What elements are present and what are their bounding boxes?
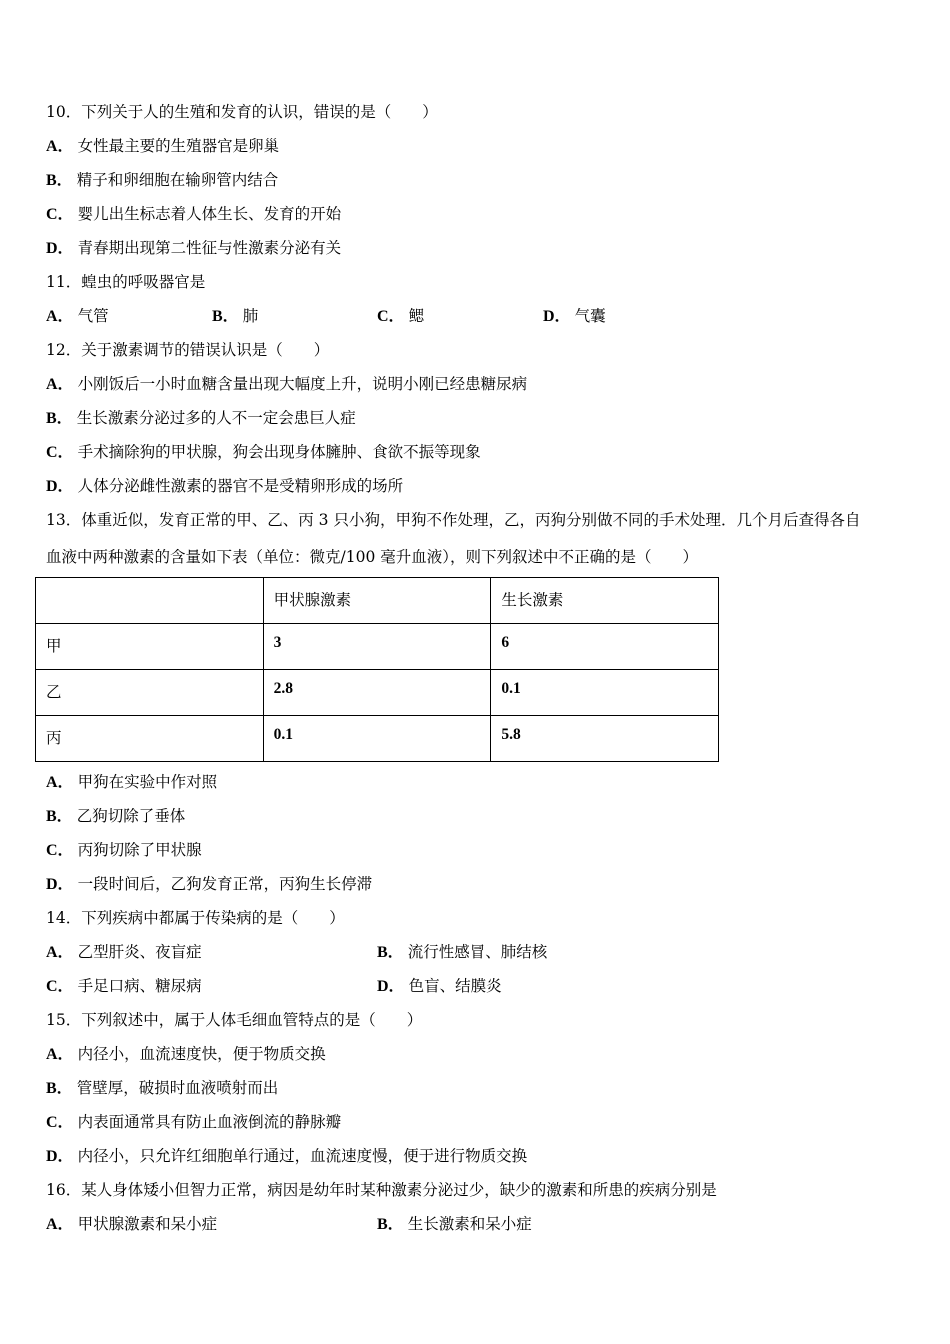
- question-14-options-row-1: [0, 942, 950, 962]
- question-12-option-a[interactable]: [46, 374, 527, 395]
- option-letter: D．: [543, 308, 571, 325]
- hormone-table: [35, 577, 719, 762]
- option-letter: C．: [46, 978, 74, 995]
- option-text: 生长激素和呆小症: [407, 1215, 532, 1233]
- question-14-option-d[interactable]: [377, 976, 502, 997]
- question-15-stem: 15．下列叙述中，属于人体毛细血管特点的是（ ）: [46, 1011, 423, 1029]
- question-16-option-a[interactable]: [46, 1214, 217, 1235]
- option-text: 甲状腺激素和呆小症: [77, 1215, 218, 1233]
- option-letter: B．: [46, 808, 73, 825]
- option-letter: B．: [212, 308, 239, 325]
- table-header-cell: 甲状腺激素: [263, 578, 491, 624]
- table-cell: 乙: [36, 670, 264, 716]
- question-15-option-d[interactable]: [46, 1146, 527, 1167]
- option-text: 婴儿出生标志着人体生长、发育的开始: [77, 205, 342, 223]
- table-cell: 6: [491, 624, 719, 670]
- question-10-stem: 10．下列关于人的生殖和发育的认识，错误的是（ ）: [46, 103, 438, 121]
- option-text: 丙狗切除了甲状腺: [77, 841, 202, 859]
- table-cell: 0.1: [263, 716, 491, 762]
- question-10-option-d[interactable]: [46, 238, 341, 259]
- option-text: 乙狗切除了垂体: [76, 807, 186, 825]
- table-cell: 甲: [36, 624, 264, 670]
- option-letter: A．: [46, 308, 74, 325]
- question-11-option-a[interactable]: [46, 306, 109, 327]
- option-letter: C．: [46, 842, 74, 859]
- question-13-option-a[interactable]: [46, 772, 217, 793]
- option-letter: D．: [46, 876, 74, 893]
- option-text: 人体分泌雌性激素的器官不是受精卵形成的场所: [77, 477, 404, 495]
- question-14-options-row-2: [0, 976, 950, 996]
- question-14-option-b[interactable]: [377, 942, 547, 963]
- question-12-stem: 12．关于激素调节的错误认识是（ ）: [46, 341, 330, 359]
- question-11-stem: 11．蝗虫的呼吸器官是: [46, 273, 206, 291]
- table-row: [36, 716, 719, 762]
- option-text: 内径小，血流速度快，便于物质交换: [77, 1045, 326, 1063]
- table-cell: 3: [263, 624, 491, 670]
- question-12-option-b[interactable]: [46, 408, 356, 429]
- question-10-option-b[interactable]: [46, 170, 278, 191]
- question-11-option-b[interactable]: [212, 306, 258, 327]
- option-text: 色盲、结膜炎: [408, 977, 502, 995]
- option-letter: B．: [377, 1216, 404, 1233]
- option-text: 生长激素分泌过多的人不一定会患巨人症: [76, 409, 356, 427]
- question-12-option-c[interactable]: [46, 442, 481, 463]
- option-letter: B．: [46, 410, 73, 427]
- question-15-option-a[interactable]: [46, 1044, 326, 1065]
- question-15-option-b[interactable]: [46, 1078, 278, 1099]
- question-13-option-c[interactable]: [46, 840, 202, 861]
- question-11-option-d[interactable]: [543, 306, 606, 327]
- option-text: 甲狗在实验中作对照: [77, 773, 218, 791]
- question-14-option-c[interactable]: [46, 976, 202, 997]
- option-text: 内表面通常具有防止血液倒流的静脉瓣: [77, 1113, 342, 1131]
- question-10-option-c[interactable]: [46, 204, 341, 225]
- question-13-stem-line-2: 血液中两种激素的含量如下表（单位：微克/100 毫升血液），则下列叙述中不正确的是（ ）: [46, 548, 698, 566]
- option-letter: D．: [377, 978, 405, 995]
- question-14-stem: 14．下列疾病中都属于传染病的是（ ）: [46, 909, 345, 927]
- option-letter: A．: [46, 1046, 74, 1063]
- question-10-option-a[interactable]: [46, 136, 279, 157]
- option-text: 鳃: [408, 307, 425, 325]
- option-letter: B．: [46, 172, 73, 189]
- question-16-stem: 16．某人身体矮小但智力正常，病因是幼年时某种激素分泌过少，缺少的激素和所患的疾病分别是: [46, 1181, 717, 1199]
- option-letter: B．: [46, 1080, 73, 1097]
- option-text: 精子和卵细胞在输卵管内结合: [76, 171, 279, 189]
- option-text: 气管: [77, 307, 109, 325]
- question-12-option-d[interactable]: [46, 476, 403, 497]
- option-text: 乙型肝炎、夜盲症: [77, 943, 202, 961]
- option-letter: B．: [377, 944, 404, 961]
- option-letter: D．: [46, 1148, 74, 1165]
- table-cell: 2.8: [263, 670, 491, 716]
- option-letter: A．: [46, 944, 74, 961]
- option-text: 女性最主要的生殖器官是卵巢: [77, 137, 280, 155]
- question-14-option-a[interactable]: [46, 942, 202, 963]
- option-text: 气囊: [574, 307, 606, 325]
- table-cell: 丙: [36, 716, 264, 762]
- option-letter: C．: [377, 308, 405, 325]
- option-text: 肺: [242, 307, 259, 325]
- question-15-option-c[interactable]: [46, 1112, 341, 1133]
- option-text: 手术摘除狗的甲状腺，狗会出现身体臃肿、食欲不振等现象: [77, 443, 481, 461]
- option-letter: C．: [46, 444, 74, 461]
- table-row: [36, 624, 719, 670]
- option-letter: A．: [46, 774, 74, 791]
- question-11-option-c[interactable]: [377, 306, 424, 327]
- option-letter: D．: [46, 240, 74, 257]
- question-16-options: [0, 1214, 950, 1234]
- option-text: 管壁厚，破损时血液喷射而出: [76, 1079, 279, 1097]
- option-text: 一段时间后，乙狗发育正常，丙狗生长停滞: [77, 875, 373, 893]
- table-header-cell: [36, 578, 264, 624]
- option-letter: C．: [46, 206, 74, 223]
- question-13-option-d[interactable]: [46, 874, 372, 895]
- option-letter: A．: [46, 376, 74, 393]
- table-cell: 0.1: [491, 670, 719, 716]
- option-text: 青春期出现第二性征与性激素分泌有关: [77, 239, 342, 257]
- option-letter: A．: [46, 138, 74, 155]
- table-cell: 5.8: [491, 716, 719, 762]
- table-header-row: [36, 578, 719, 624]
- question-13-stem-line-1: 13．体重近似，发育正常的甲、乙、丙 3 只小狗，甲狗不作处理，乙，丙狗分别做不同的手术处理．几个月后查得各自: [46, 511, 861, 529]
- table-header-cell: 生长激素: [491, 578, 719, 624]
- option-text: 流行性感冒、肺结核: [407, 943, 548, 961]
- option-text: 手足口病、糖尿病: [77, 977, 202, 995]
- option-letter: D．: [46, 478, 74, 495]
- question-16-option-b[interactable]: [377, 1214, 532, 1235]
- option-letter: A．: [46, 1216, 74, 1233]
- option-letter: C．: [46, 1114, 74, 1131]
- question-13-option-b[interactable]: [46, 806, 185, 827]
- option-text: 内径小，只允许红细胞单行通过，血流速度慢，便于进行物质交换: [77, 1147, 528, 1165]
- option-text: 小刚饭后一小时血糖含量出现大幅度上升，说明小刚已经患糖尿病: [77, 375, 528, 393]
- question-11-options: [0, 306, 950, 326]
- table-row: [36, 670, 719, 716]
